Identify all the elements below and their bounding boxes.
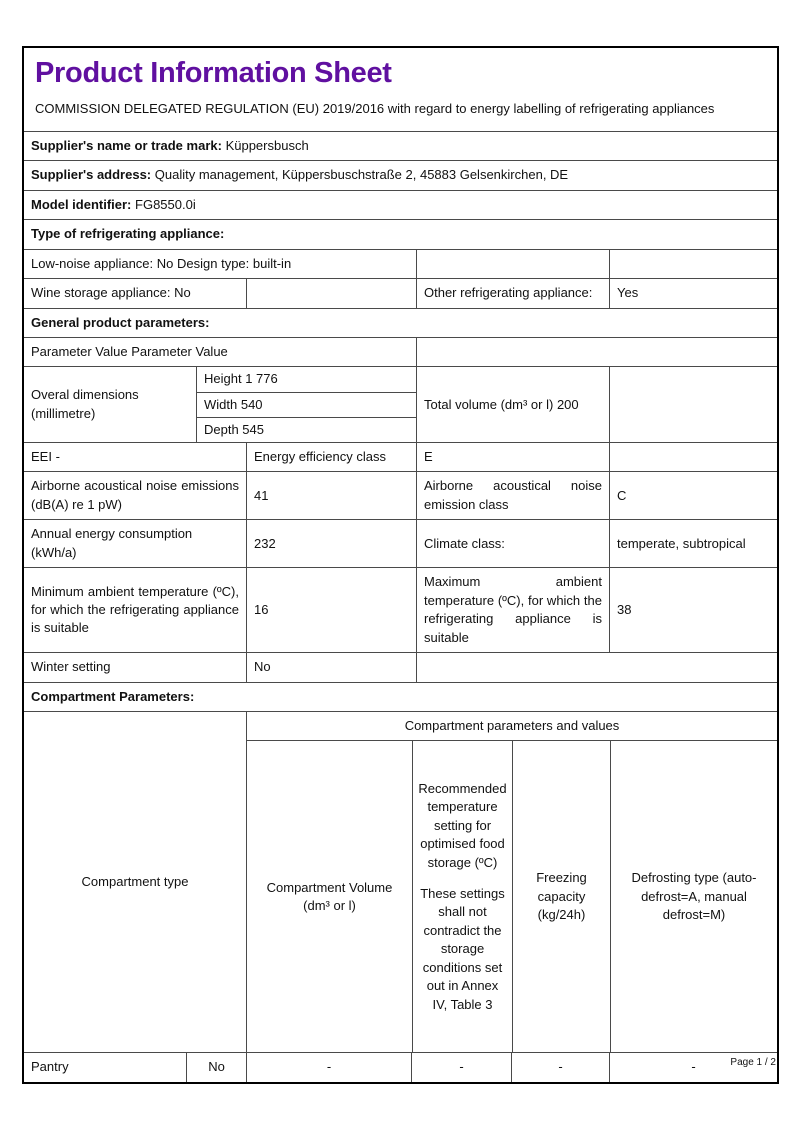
total-volume-cell [416,367,609,442]
dimensions-values [196,367,416,442]
wine-storage-row [24,278,777,307]
empty-cell [609,367,777,442]
low-noise-cell [24,250,416,278]
parameter-header-row [24,337,777,366]
supplier-address-cell [24,161,777,189]
dimension-depth: Depth 545 [197,417,416,442]
model-identifier-label: Model identifier: [31,196,132,212]
product-information-sheet [22,46,779,1084]
compartment-temp: - [411,1053,511,1081]
compartment-values-block [246,712,777,1052]
noise-class-label: Airborne acoustical noise emission class [416,472,609,519]
empty-cell [609,250,777,278]
compartment-present: No [186,1053,246,1081]
compartment-heading: Compartment Parameters: [31,688,195,704]
wine-storage-cell: Wine storage appliance: No [31,285,191,301]
annual-energy-label: Annual energy consumption (kWh/a) [31,526,193,560]
supplier-address-label: Supplier's address: [31,167,152,183]
energy-class-label: Energy efficiency class [246,443,416,471]
parameter-header-cell: Parameter Value Parameter Value [31,344,228,360]
min-temp-label: Minimum ambient temperature (ºC), for which the refrigerating appliance is suitable [31,583,239,636]
compartment-volume: - [246,1053,411,1081]
winter-setting-label: Winter setting [31,659,111,675]
type-section-heading: Type of refrigerating appliance: [31,226,225,242]
temperature-header-text: Recommended temperature setting for optimised food storage (ºC) [418,780,507,870]
other-appliance-label: Other refrigerating appliance: [416,279,609,307]
dimension-height: Height 1 776 [204,371,278,387]
compartment-heading-row [24,682,777,711]
sheet-header [24,48,777,131]
defrost-column-header: Defrosting type (auto-defrost=A, manual defrost=M) [610,741,777,1052]
eei-label: EEI - [31,449,60,465]
eei-row [24,442,777,471]
low-noise-label: Low-noise appliance: No [31,255,174,271]
model-identifier-value: FG8550.0i [135,196,196,212]
temperature-column-header [412,741,512,1052]
compartment-type-header: Compartment type [81,874,189,890]
empty-cell [416,250,609,278]
climate-class-value: temperate, subtropical [609,520,777,567]
supplier-name-cell [24,132,777,160]
total-volume-label: Total volume (dm³ or l) [424,396,554,412]
compartment-freezing: - [511,1053,609,1081]
max-temp-value: 38 [609,568,777,652]
supplier-address-row [24,160,777,189]
noise-class-value: C [609,472,777,519]
annual-energy-value: 232 [246,520,416,567]
regulation-subtitle: COMMISSION DELEGATED REGULATION (EU) 2019/2016 with regard to energy labelling of refrigerating appliances [35,101,715,117]
supplier-name-row [24,131,777,160]
page-title: Product Information Sheet [35,57,392,89]
noise-row [24,471,777,519]
min-temp-value: 16 [246,568,416,652]
climate-class-label: Climate class: [416,520,609,567]
max-temp-label: Maximum ambient temperature (ºC), for which the refrigerating appliance is suitable [416,568,609,652]
freezing-column-header: Freezing capacity (kg/24h) [512,741,610,1052]
supplier-name-value: Küppersbusch [225,137,309,153]
low-noise-row [24,249,777,278]
dimensions-row [24,366,777,442]
general-heading: General product parameters: [31,314,210,330]
empty-cell [416,338,777,366]
model-identifier-cell [24,191,777,219]
dimensions-label: Overal dimensions (millimetre) [31,387,139,421]
energy-class-value: E [416,443,609,471]
ambient-temperature-row [24,567,777,652]
page-number: Page 1 / 2 [730,1057,776,1068]
compartment-defrost: - [609,1053,777,1081]
supplier-address-value: Quality management, Küppersbuschstraße 2, 45883 Gelsenkirchen, DE [154,167,569,183]
compartment-name: Pantry [31,1059,69,1075]
empty-cell [416,653,777,681]
noise-label: Airborne acoustical noise emissions (dB(A) re 1 pW) [31,478,239,512]
model-identifier-row [24,190,777,219]
annual-energy-row [24,519,777,567]
empty-cell [609,443,777,471]
winter-setting-row [24,652,777,681]
dimension-width: Width 540 [197,392,416,417]
compartment-column-headers [247,740,777,1052]
type-section-heading-row [24,219,777,248]
temperature-header-note: These settings shall not contradict the storage conditions set out in Annex IV, Table 3 [420,886,505,1012]
compartment-header-block [24,711,777,1052]
total-volume-value: 200 [556,396,579,412]
supplier-name-label: Supplier's name or trade mark: [31,137,222,153]
compartment-table-header: Compartment parameters and values [404,718,620,734]
volume-column-header: Compartment Volume (dm³ or l) [266,879,393,913]
general-heading-row [24,308,777,337]
design-type-label: Design type: built-in [177,255,292,271]
winter-setting-value: No [246,653,416,681]
noise-value: 41 [246,472,416,519]
compartment-data-row [24,1052,777,1081]
empty-cell [246,279,416,307]
other-appliance-value: Yes [609,279,777,307]
